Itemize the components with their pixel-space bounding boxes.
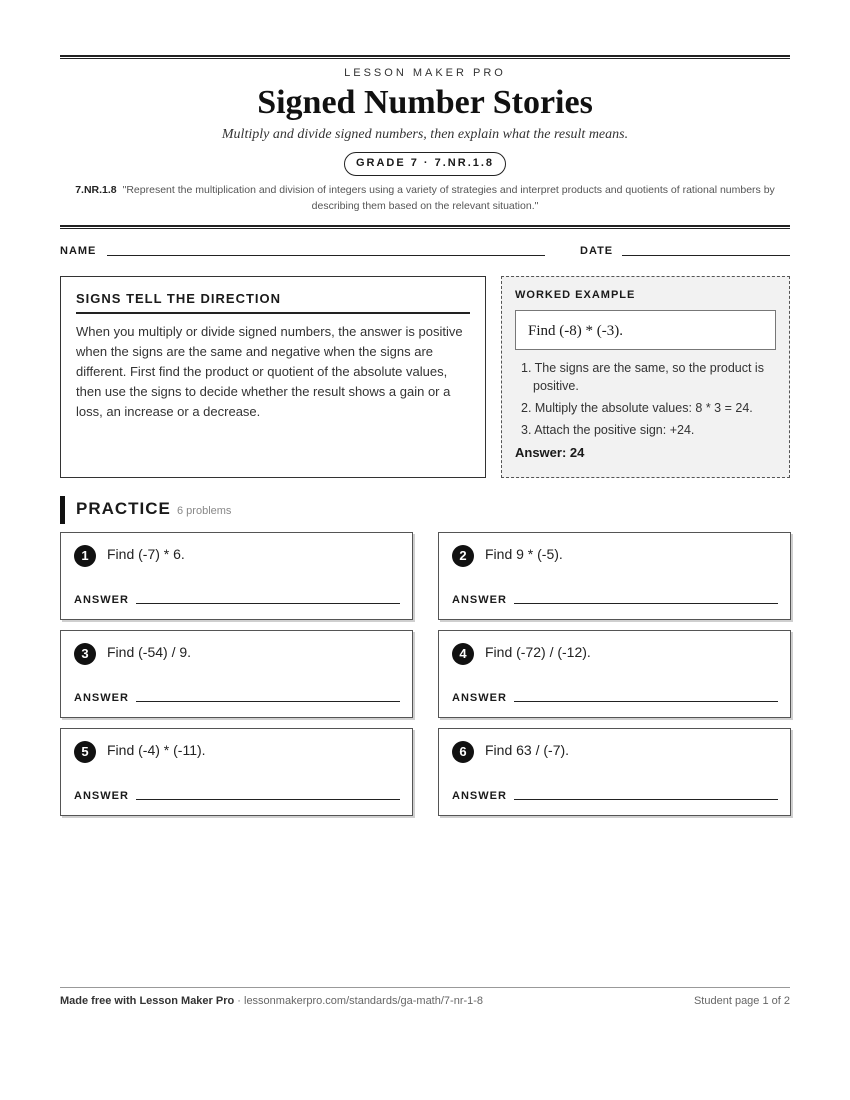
practice-title: PRACTICE bbox=[76, 499, 171, 518]
concept-body: When you multiply or divide signed numbers, the answer is positive when the signs are the same and negative when the signs are different. First find the product or quotient of the absolute values, then use the signs to decide whether the result shows a gain or a loss, an increase or a decrease. bbox=[76, 324, 463, 419]
answer-label: ANSWER bbox=[452, 790, 507, 802]
answer-field[interactable] bbox=[514, 701, 778, 702]
worked-step: 3. Attach the positive sign: +24. bbox=[521, 423, 695, 437]
header-divider bbox=[60, 225, 790, 229]
worksheet-page bbox=[60, 0, 790, 1100]
answer-field[interactable] bbox=[514, 603, 778, 604]
answer-field[interactable] bbox=[136, 799, 400, 800]
student-info-row bbox=[60, 245, 790, 261]
problem-prompt: Find (-7) * 6. bbox=[107, 546, 185, 562]
worked-example-answer: Answer: 24 bbox=[515, 445, 585, 460]
page-title: Signed Number Stories bbox=[257, 84, 593, 121]
problem-prompt: Find (-4) * (-11). bbox=[107, 742, 206, 758]
problem-number-badge: 5 bbox=[74, 741, 96, 763]
answer-field[interactable] bbox=[136, 603, 400, 604]
problem-number-badge: 4 bbox=[452, 643, 474, 665]
problem-prompt: Find (-72) / (-12). bbox=[485, 644, 591, 660]
problem-number-badge: 6 bbox=[452, 741, 474, 763]
answer-label: ANSWER bbox=[452, 692, 507, 704]
worked-step: 1. The signs are the same, so the product is positive. bbox=[521, 361, 764, 393]
brand-name: LESSON MAKER PRO bbox=[344, 67, 506, 79]
concept-title: SIGNS TELL THE DIRECTION bbox=[76, 291, 470, 314]
worked-example-box bbox=[501, 276, 790, 478]
answer-label: ANSWER bbox=[74, 692, 129, 704]
problem-card bbox=[438, 728, 791, 816]
worked-example-title: WORKED EXAMPLE bbox=[515, 289, 636, 301]
standard-description bbox=[60, 182, 790, 214]
answer-label: ANSWER bbox=[74, 790, 129, 802]
date-field[interactable] bbox=[622, 255, 790, 256]
footer-divider bbox=[60, 987, 790, 988]
worked-example-steps bbox=[515, 359, 776, 439]
top-divider bbox=[60, 55, 790, 59]
problem-prompt: Find 63 / (-7). bbox=[485, 742, 570, 758]
date-label: DATE bbox=[580, 245, 614, 257]
standard-text: "Represent the multiplication and division of integers using a variety of strategies and interpret products and quotients of rational numbers by describing them based on the relevant situation." bbox=[122, 184, 775, 212]
answer-field[interactable] bbox=[514, 799, 778, 800]
grade-badge: GRADE 7 · 7.NR.1.8 bbox=[344, 152, 506, 176]
problem-card bbox=[438, 630, 791, 718]
footer-url[interactable]: · lessonmakerpro.com/standards/ga-math/7-nr-1-8 bbox=[234, 995, 484, 1007]
answer-label: ANSWER bbox=[74, 594, 129, 606]
answer-label: ANSWER bbox=[452, 594, 507, 606]
standard-code: 7.NR.1.8 bbox=[75, 184, 117, 196]
footer-made-with: Made free with Lesson Maker Pro bbox=[60, 995, 235, 1007]
problem-card bbox=[438, 532, 791, 620]
problem-number-badge: 1 bbox=[74, 545, 96, 567]
worked-example-problem: Find (-8) * (-3). bbox=[515, 310, 776, 350]
problem-prompt: Find (-54) / 9. bbox=[107, 644, 192, 660]
practice-count: 6 problems bbox=[177, 505, 232, 517]
problem-card bbox=[60, 728, 413, 816]
heading-accent-bar bbox=[60, 496, 65, 524]
footer-page-number: Student page 1 of 2 bbox=[693, 995, 790, 1007]
concept-box bbox=[60, 276, 486, 478]
answer-field[interactable] bbox=[136, 701, 400, 702]
footer-credit bbox=[60, 995, 483, 1007]
problem-number-badge: 3 bbox=[74, 643, 96, 665]
name-field[interactable] bbox=[107, 255, 545, 256]
page-subtitle: Multiply and divide signed numbers, then explain what the result means. bbox=[221, 127, 629, 142]
problem-number-badge: 2 bbox=[452, 545, 474, 567]
problem-prompt: Find 9 * (-5). bbox=[485, 546, 563, 562]
problem-card bbox=[60, 532, 413, 620]
name-label: NAME bbox=[60, 245, 97, 257]
worked-step: 2. Multiply the absolute values: 8 * 3 = 24. bbox=[521, 401, 753, 415]
problem-card bbox=[60, 630, 413, 718]
